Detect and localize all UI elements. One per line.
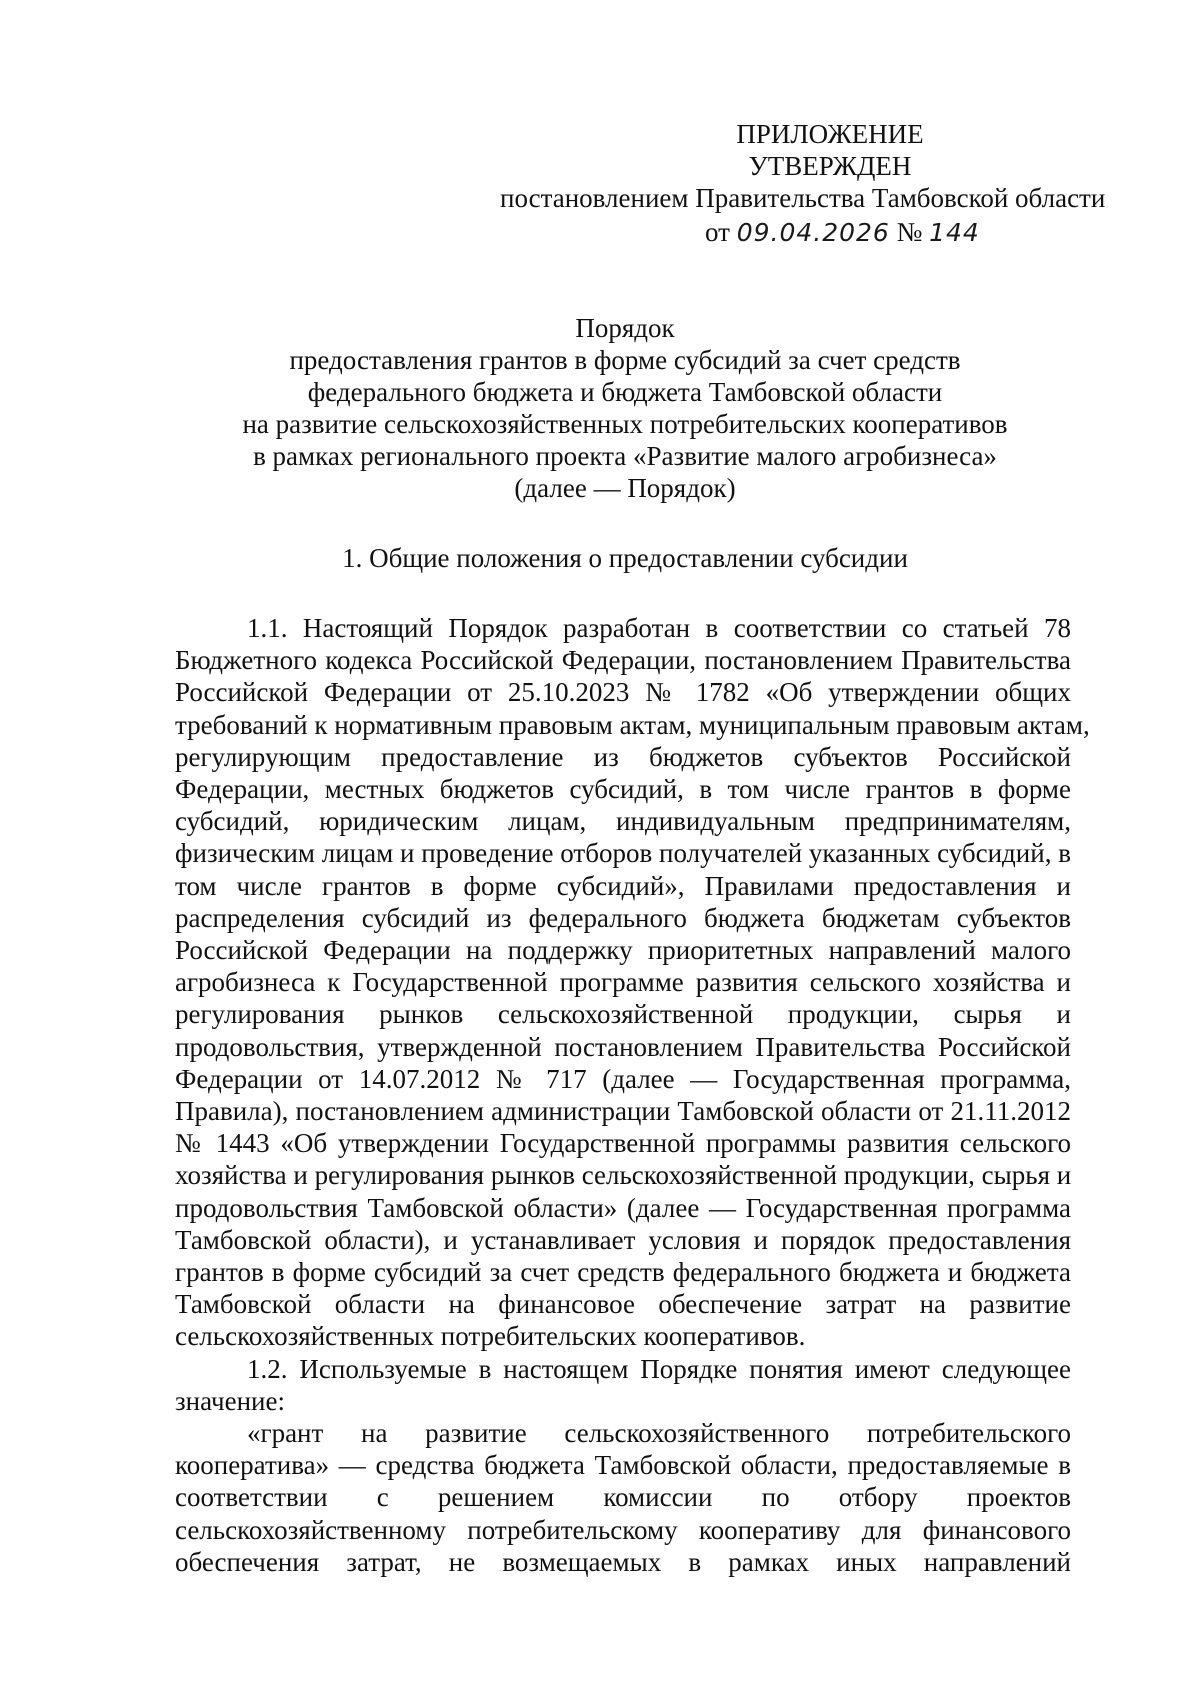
- number-sign: №: [896, 217, 923, 247]
- document-body: [175, 612, 1090, 1578]
- title-line: предоставления грантов в форме субсидий за счет средств: [289, 345, 961, 375]
- text-line: Российской Федерации от 25.10.2023 № 1782 «Об утверждении общих: [175, 677, 1071, 708]
- decree-date-line: [705, 216, 1160, 249]
- paragraph-1-1: [175, 612, 1090, 1353]
- paragraph-1-2: [175, 1353, 1071, 1417]
- text-line: Правила), постановлением администрации Тамбовской области от 21.11.2012: [175, 1096, 1071, 1127]
- document-title: [175, 312, 1075, 504]
- approval-block: [460, 118, 1160, 249]
- text-line: грантов в форме субсидий за счет средств федерального бюджета и бюджета: [175, 1257, 1071, 1288]
- title-line: в рамках регионального проекта «Развитие малого агробизнеса»: [253, 441, 997, 471]
- text-line: агробизнеса к Государственной программе развития сельского хозяйства и: [175, 967, 1071, 998]
- text-line: кооператива» — средства бюджета Тамбовской области, предоставляемые в: [175, 1450, 1071, 1481]
- section-heading: 1. Общие положения о предоставлении субсидии: [342, 543, 908, 573]
- text-line: хозяйства и регулирования рынков сельскохозяйственной продукции, сырья и: [175, 1160, 1072, 1191]
- decree-line: постановлением Правительства Тамбовской области: [500, 183, 1106, 213]
- handwritten-number: 144: [929, 218, 980, 247]
- text-line: Российской Федерации на поддержку приоритетных направлений малого: [175, 935, 1071, 966]
- title-line: Порядок: [575, 313, 675, 343]
- text-line: Бюджетного кодекса Российской Федерации, постановлением Правительства: [175, 645, 1071, 676]
- text-line: 1.2. Используемые в настоящем Порядке понятия имеют следующее: [247, 1353, 1071, 1384]
- text-line: продовольствия Тамбовской области» (далее — Государственная программа: [175, 1192, 1071, 1223]
- text-line: Федерации, местных бюджетов субсидий, в том числе грантов в форме: [175, 774, 1071, 805]
- text-line: Тамбовской области), и устанавливает условия и порядок предоставления: [175, 1224, 1071, 1255]
- text-line: сельскохозяйственному потребительскому кооперативу для финансового: [175, 1514, 1071, 1545]
- appendix-label: ПРИЛОЖЕНИЕ: [736, 119, 924, 149]
- text-line: регулирования рынков сельскохозяйственной продукции, сырья и: [175, 999, 1071, 1030]
- text-line: сельскохозяйственных потребительских кооперативов.: [175, 1321, 806, 1352]
- paragraph-definition: [175, 1417, 1071, 1578]
- title-line: (далее — Порядок): [514, 473, 736, 503]
- text-line: обеспечения затрат, не возмещаемых в рамках иных направлений: [175, 1546, 1071, 1577]
- text-line: регулирующим предоставление из бюджетов субъектов Российской: [175, 741, 1071, 772]
- text-line: продовольствия, утвержденной постановлением Правительства Российской: [175, 1031, 1071, 1062]
- text-line: требований к нормативным правовым актам, муниципальным правовым актам,: [175, 709, 1090, 740]
- text-line: Федерации от 14.07.2012 № 717 (далее — Государственная программа,: [175, 1063, 1071, 1094]
- title-line: федерального бюджета и бюджета Тамбовской области: [307, 377, 943, 407]
- text-line: соответствии с решением комиссии по отбору проектов: [175, 1482, 1071, 1513]
- date-prefix: от: [705, 217, 730, 247]
- text-line: том числе грантов в форме субсидий», Правилами предоставления и: [175, 870, 1071, 901]
- text-line: значение:: [175, 1385, 285, 1416]
- text-line: «грант на развитие сельскохозяйственного потребительского: [247, 1418, 1071, 1449]
- text-line: № 1443 «Об утверждении Государственной программы развития сельского: [175, 1128, 1071, 1159]
- text-line: субсидий, юридическим лицам, индивидуальным предпринимателям,: [175, 806, 1071, 837]
- text-line: Тамбовской области на финансовое обеспечение затрат на развитие: [175, 1289, 1071, 1320]
- text-line: физическим лицам и проведение отборов получателей указанных субсидий, в: [175, 838, 1071, 869]
- handwritten-date: 09.04.2026: [736, 218, 890, 247]
- text-line: распределения субсидий из федерального бюджета бюджетам субъектов: [175, 902, 1071, 933]
- text-line: 1.1. Настоящий Порядок разработан в соответствии со статьей 78: [247, 613, 1071, 643]
- approved-label: УТВЕРЖДЕН: [748, 151, 912, 181]
- title-line: на развитие сельскохозяйственных потребительских кооперативов: [242, 409, 1008, 439]
